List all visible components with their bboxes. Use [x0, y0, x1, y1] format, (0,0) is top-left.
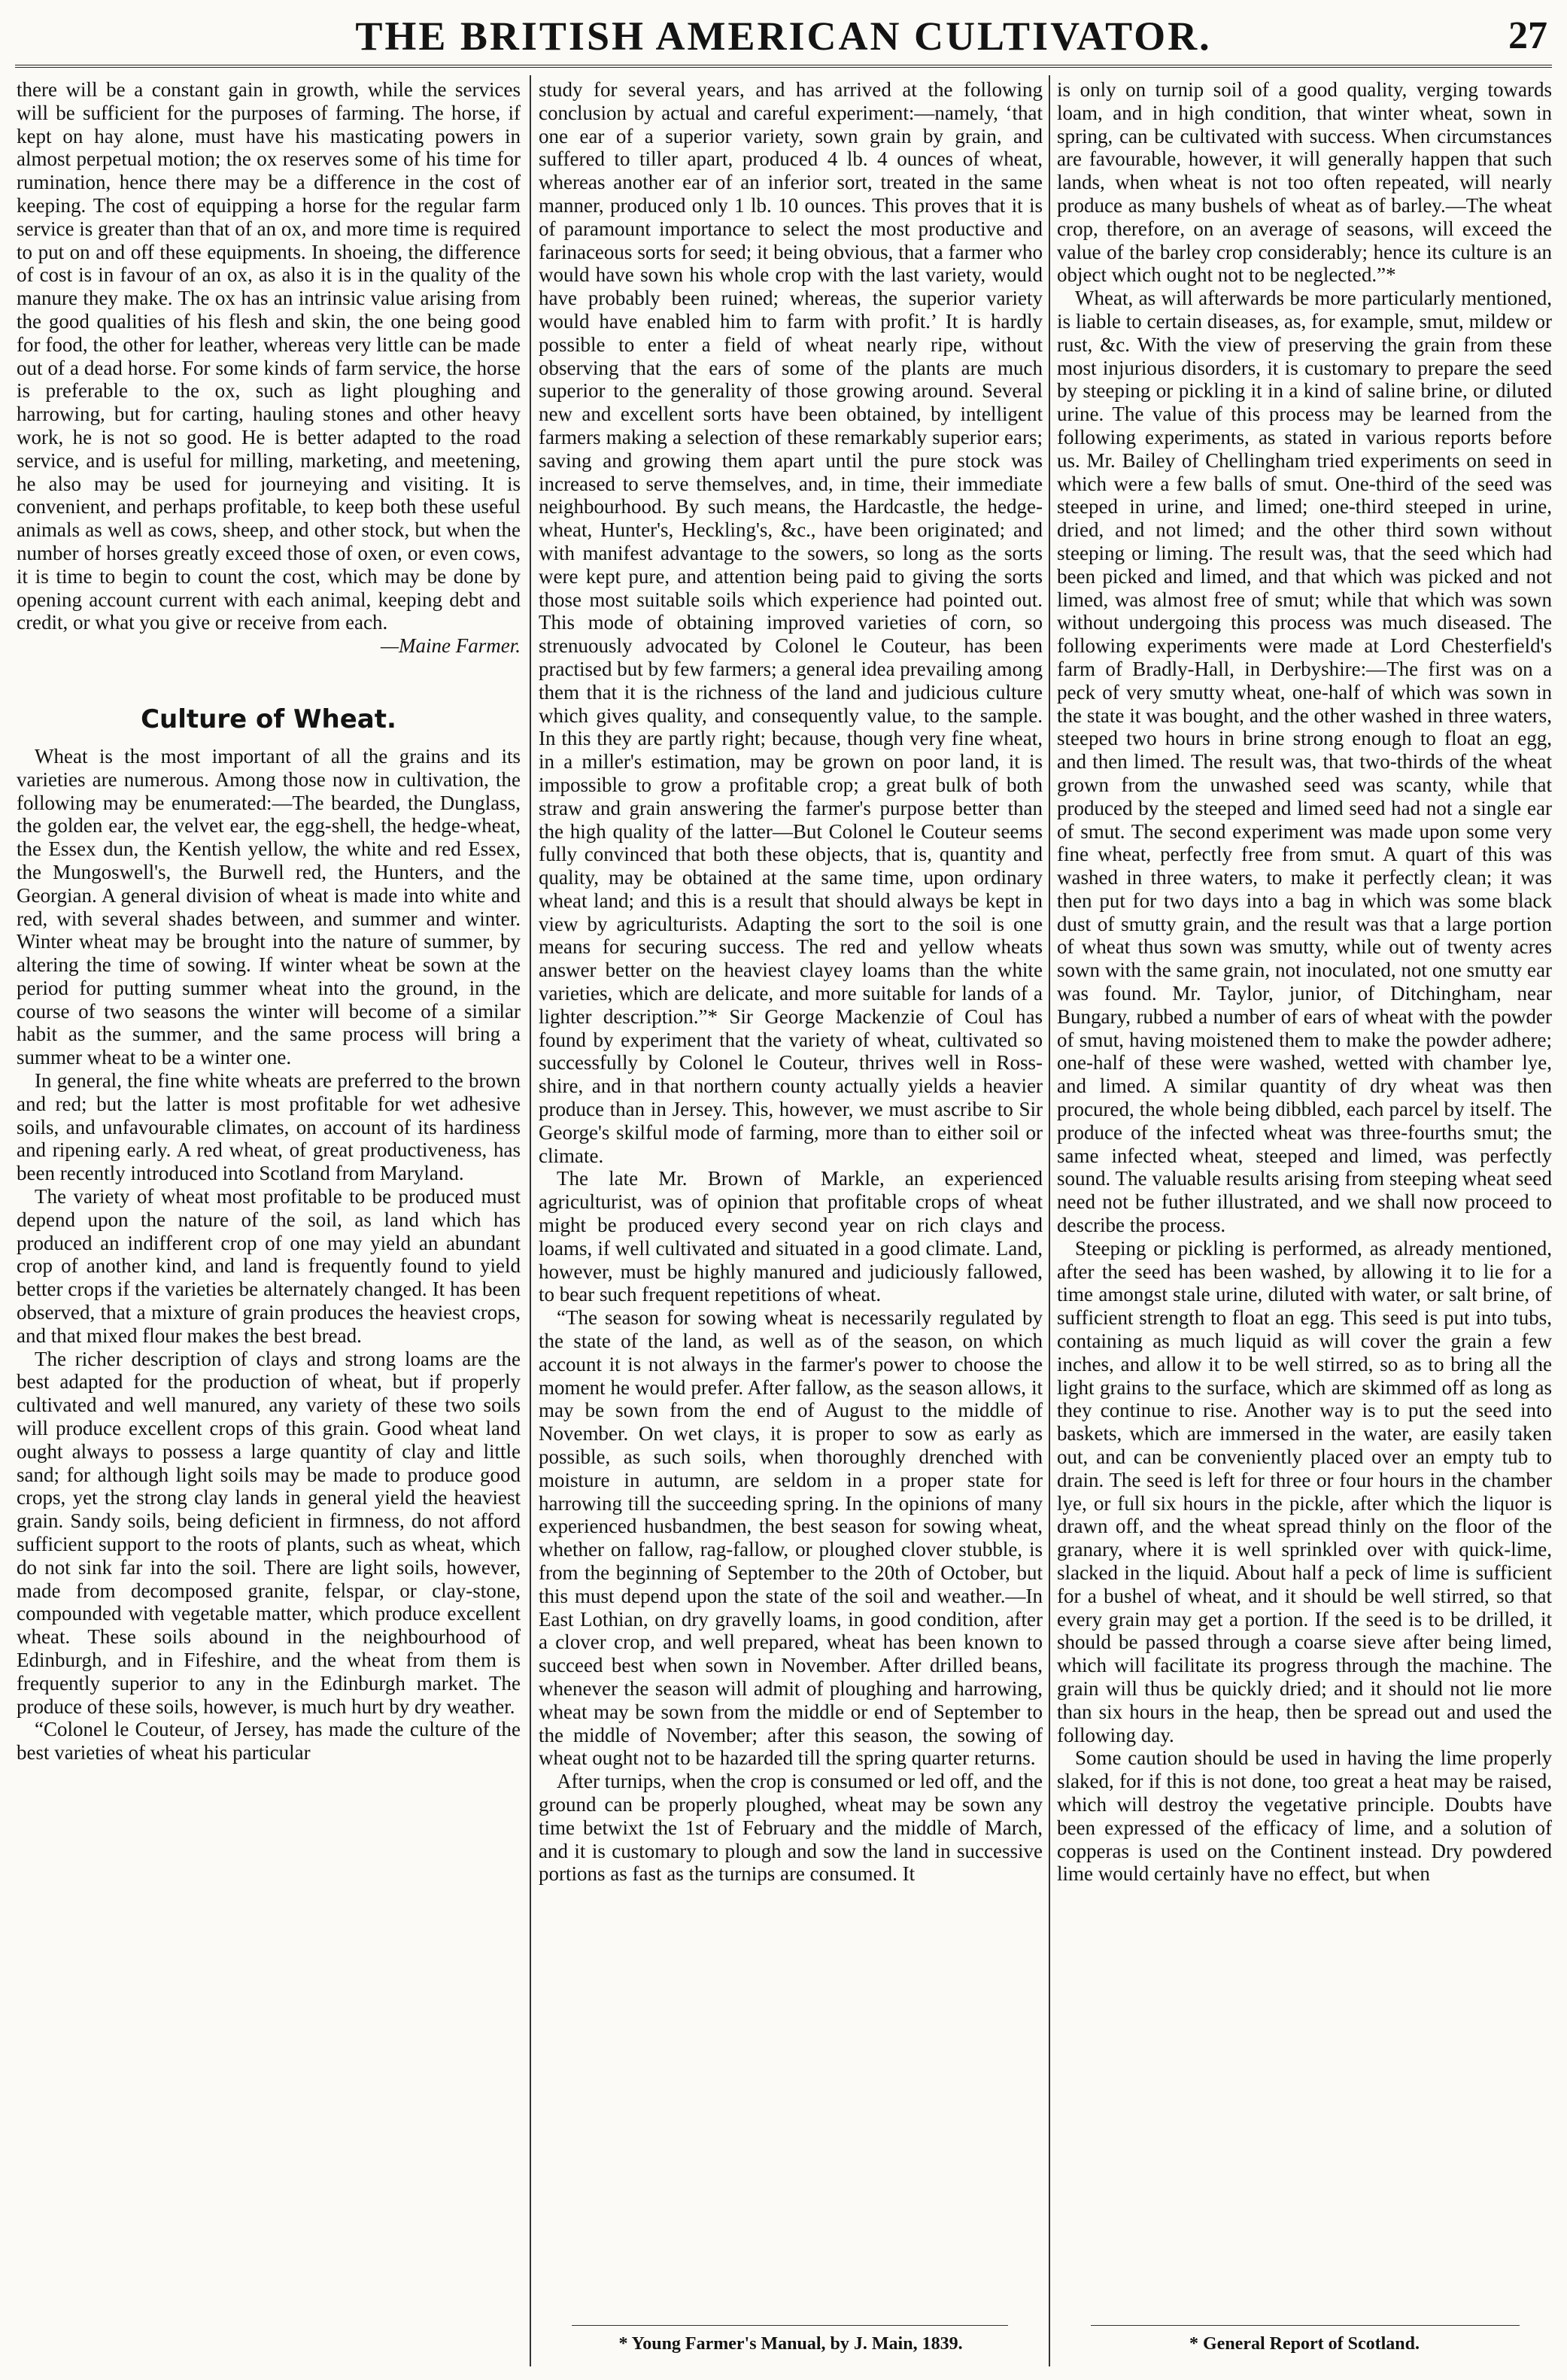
paragraph: After turnips, when the crop is consumed or led off, and the ground can be properly ploughed, wheat may be sown any time betwixt the 1st of February and the middle of March, and it is customary to plough and sow the land in successive portions as fast as the turnips are consumed. It — [539, 1770, 1043, 1886]
footnote: * General Report of Scotland. — [1189, 2334, 1420, 2354]
column-2 — [539, 78, 1043, 2321]
paragraph: there will be a constant gain in growth, while the services will be sufficient for the purposes of farming. The horse, if kept on hay alone, must have his masticating powers in almost perpetual motion; the ox reserves some of his time for rumination, hence there may be a difference in the cost of keeping. The cost of equipping a horse for the regular farm service is greater than that of an ox, and more time is required to put on and off these equipments. In shoeing, the difference of cost is in favour of an ox, as also it is in the quality of the manure they make. The ox has an intrinsic value arising from the good qualities of his flesh and skin, the one being good for food, the other for leather, whereas very little can be made out of a dead horse. For some kinds of farm service, the horse is preferable to the ox, such as light ploughing and harrowing, but for carting, hauling stones and other heavy work, he is not so good. He is better adapted to the road service, and is useful for milling, marketing, and meetening, he also may be used for journeying and visiting. It is convenient, and perhaps profitable, to keep both these useful animals as well as cows, sheep, and other stock, but when the number of horses greatly exceed those of oxen, or even cows, it is time to begin to count the cost, which may be done by opening account current with each animal, keeping debt and credit, or what you give or receive from each. — [17, 78, 521, 634]
masthead — [15, 12, 1552, 68]
column-3 — [1057, 78, 1552, 2321]
footnote-rule — [572, 2325, 1008, 2326]
paragraph: is only on turnip soil of a good quality, verging towards loam, and in high condition, that winter wheat, sown in spring, can be cultivated with success. When circumstances are favourable, however, it will generally happen that such lands, when wheat is not too often repeated, will nearly produce as many bushels of wheat as of barley.—The wheat crop, therefore, on an average of seasons, will exceed the value of the barley crop considerably; hence its culture is an object which ought not to be neglected.”* — [1057, 78, 1552, 287]
paragraph: Wheat is the most important of all the grains and its varieties are numerous. Among those now in cultivation, the following may be enumerated:—The bearded, the Dunglass, the golden ear, the velvet ear, the egg-shell, the hedge-wheat, the Essex dun, the Kentish yellow, the white and red Essex, the Mungoswell's, the Burwell red, the Hunters, and the Georgian. A general division of wheat is made into white and red, with several shades between, and summer and winter. Winter wheat may be brought into the nature of summer, by altering the time of sowing. If winter wheat be sown at the period for putting summer wheat into the ground, in the course of two seasons the winter will become of a similar habit as the summer, and the same process will bring a summer wheat to be a winter one. — [17, 744, 521, 1069]
paragraph: “Colonel le Couteur, of Jersey, has made the culture of the best varieties of wheat his particular — [17, 1718, 521, 1764]
page-number: 27 — [1508, 14, 1547, 57]
footnote: * Young Farmer's Manual, by J. Main, 1839. — [618, 2334, 963, 2354]
newspaper-title: THE BRITISH AMERICAN CULTIVATOR. — [355, 14, 1212, 59]
paragraph: study for several years, and has arrived at the following conclusion by actual and careful experiment:—namely, ‘that one ear of a superior variety, sown grain by grain, and suffered to tiller apart, produced 4 lb. 4 ounces of wheat, whereas another ear of an inferior sort, treated in the same manner, produced only 1 lb. 10 ounces. This proves that it is of paramount importance to select the most productive and farinaceous sorts for seed; it being obvious, that a farmer who would have sown his whole crop with the last variety, would have probably been ruined; whereas, the superior variety would have enabled him to farm with profit.’ It is hardly possible to enter a field of wheat nearly ripe, without observing that the ears of some of the plants are much superior to the generality of those growing around. Several new and excellent sorts have been obtained, by intelligent farmers making a selection of these remarkably superior ears; saving and growing them apart until the pure stock was increased to serve themselves, and, in time, their immediate neighbourhood. By such means, the Hardcastle, the hedge-wheat, Hunter's, Heckling's, &c., have been originated; and with manifest advantage to the sowers, so long as the sorts were kept pure, and attention being paid to giving the sorts those most suitable soils which experience had pointed out. This mode of obtaining improved varieties of corn, so strenuously advocated by Colonel le Couteur, has been practised but by few farmers; a general idea prevailing among them that it is the richness of the land and judicious culture which gives quality, and consequently value, to the sample. In this they are partly right; because, though very fine wheat, in a miller's estimation, may be grown on poor land, it is impossible to grow a profitable crop; a great bulk of both straw and grain answering the farmer's purpose better than the high quality of the latter—But Colonel le Couteur seems fully convinced that both these objects, that is, quantity and quality, may be obtained at the same time, upon ordinary wheat land; and this is a result that should always be kept in view by agriculturists. Adapting the sort to the soil is one means for securing success. The red and yellow wheats answer better on the heaviest clayey loams than the white varieties, which are delicate, and more suitable for lands of a lighter description.”* Sir George Mackenzie of Coul has found by experiment that the variety of wheat, cultivated so successfully by Colonel le Couteur, thrives well in Ross-shire, and in that northern county actually yields a heavier produce than in Jersey. This, however, we must ascribe to Sir George's skilful mode of farming, more than to either soil or climate. — [539, 78, 1043, 1167]
paragraph: The late Mr. Brown of Markle, an experienced agriculturist, was of opinion that profitable crops of wheat might be produced every second year on rich clays and loams, if well cultivated and situated in a good climate. Land, however, must be highly manured and judiciously fallowed, to bear such frequent repetitions of wheat. — [539, 1167, 1043, 1306]
paragraph: “The season for sowing wheat is necessarily regulated by the state of the land, as well as of the season, on which account it is not always in the farmer's power to choose the moment he would prefer. After fallow, as the season allows, it may be sown from the end of August to the middle of November. On wet clays, it is proper to sow as early as possible, as such soils, when thoroughly drenched with moisture in autumn, are seldom in a proper state for harrowing till the succeeding spring. In the opinions of many experienced husbandmen, the best season for sowing wheat, whether on fallow, rag-fallow, or ploughed clover stubble, is from the beginning of September to the 20th of October, but this must depend upon the state of the soil and weather.—In East Lothian, on dry gravelly loams, in good condition, after a clover crop, and well prepared, wheat has been known to succeed best when sown in November. After drilled beans, whenever the season will admit of ploughing and harrowing, wheat may be sown from the middle or end of September to the middle of November; after this season, the sowing of wheat ought not to be hazarded till the spring quarter returns. — [539, 1306, 1043, 1770]
paragraph: Steeping or pickling is performed, as already mentioned, after the seed has been washed, by allowing it to lie for a time amongst stale urine, diluted with water, or salt brine, of sufficient strength to float an egg. This seed is put into tubs, containing as much liquid as will cover the grain a few inches, and allow it to be well stirred, so as to bring all the light grains to the surface, which are skimmed off as long as they continue to rise. Another way is to put the seed into baskets, which are immersed in the water, are easily taken out, and can be conveniently placed over an empty tub to drain. The seed is left for three or four hours in the chamber lye, or full six hours in the pickle, after which the liquor is drawn off, and the wheat spread thinly on the floor of the granary, where it is well sprinkled over with quick-lime, slacked in the liquid. About half a peck of lime is sufficient for a bushel of wheat, and it should be well stirred, so that every grain may get a portion. If the seed is to be drilled, it should be passed through a coarse sieve after being limed, which will facilitate its progress through the machine. The grain will thus be quickly dried; and it should not lie more than six hours in the heap, then be spread out and used the following day. — [1057, 1236, 1552, 1746]
column-divider — [1049, 75, 1050, 2366]
column-1 — [17, 78, 521, 2321]
paragraph: The richer description of clays and strong loams are the best adapted for the production of wheat, but if properly cultivated and well manured, any variety of these two soils will produce excellent crops of this grain. Good wheat land ought always to possess a large quantity of clay and little sand; for although light soils may be made to produce good crops, yet the strong clay lands in general yield the heaviest grain. Sandy soils, being deficient in firmness, do not afford sufficient support to the roots of plants, such as wheat, which do not sink far into the soil. There are light soils, however, made from decomposed granite, felspar, or clay-stone, compounded with vegetable matter, which produce excellent wheat. These soils abound in the neighbourhood of Edinburgh, and in Fifeshire, and the wheat from them is frequently superior to any in the Edinburgh market. The produce of these soils, however, is much hurt by dry weather. — [17, 1347, 521, 1718]
footnote-rule — [1091, 2325, 1520, 2326]
paragraph: Some caution should be used in having the lime properly slaked, for if this is not done, too great a heat may be raised, which will destroy the vegetative principle. Doubts have been expressed of the efficacy of lime, and a solution of copperas is used on the Continent instead. Dry powdered lime would certainly have no effect, but when — [1057, 1746, 1552, 1886]
article-heading: Culture of Wheat. — [141, 704, 396, 734]
paragraph: The variety of wheat most profitable to be produced must depend upon the nature of the soil, as land which has produced an indifferent crop of one may yield an abundant crop of another kind, and land is frequently found to yield better crops if the varieties be alternately changed. It has been observed, that a mixture of grain produces the heaviest crops, and that mixed flour makes the best bread. — [17, 1185, 521, 1347]
article-source: —Maine Farmer. — [381, 634, 521, 658]
paragraph: In general, the fine white wheats are preferred to the brown and red; but the latter is most profitable for wet adhesive soils, and unfavourable climates, on account of its hardiness and ripening early. A red wheat, of great productiveness, has been recently introduced into Scotland from Maryland. — [17, 1069, 521, 1185]
column-divider — [530, 75, 531, 2366]
paragraph: Wheat, as will afterwards be more particularly mentioned, is liable to certain diseases, as, for example, smut, mildew or rust, &c. With the view of preserving the grain from these most injurious disorders, it is customary to prepare the seed by steeping or pickling it in a kind of saline brine, or diluted urine. The value of this process may be learned from the following experiments, as stated in various reports before us. Mr. Bailey of Chellingham tried experiments on seed in which were a few balls of smut. One-third of the seed was steeped in urine, and limed; one-third steeped in urine, dried, and not limed; and the other third sown without steeping or liming. The result was, that the seed which had been picked and limed, and that which was picked and not limed, was almost free of smut; while that which was sown without undergoing this process was much diseased. The following experiments were made at Lord Chesterfield's farm of Bradly-Hall, in Derbyshire:—The first was on a peck of very smutty wheat, one-half of which was sown in the state it was bought, and the other washed in three waters, steeped two hours in brine strong enough to float an egg, and then limed. The result was, that two-thirds of the wheat grown from the unwashed seed was scanty, while that produced by the steeped and limed seed had not a single ear of smut. The second experiment was made upon some very fine wheat, perfectly free from smut. A quart of this was washed in three waters, to make it perfectly clean; it was then put for two days into a bag in which was some black dust of smutty grain, and the result was that a large portion of wheat thus sown was smutty, while out of twenty acres sown with the same grain, not inoculated, not one smutty ear was found. Mr. Taylor, junior, of Ditchingham, near Bungary, rubbed a number of ears of wheat with the powder of smut, having moistened them to make the powder adhere; one-half of these were washed, wetted with chamber lye, and limed. A similar quantity of dry wheat was then procured, the whole being dibbled, each parcel by itself. The produce of the infected wheat was three-fourths smut; the same infected wheat, steeped and limed, was perfectly sound. The valuable results arising from steeping wheat seed need not be futher illustrated, and we shall now proceed to describe the process. — [1057, 287, 1552, 1237]
